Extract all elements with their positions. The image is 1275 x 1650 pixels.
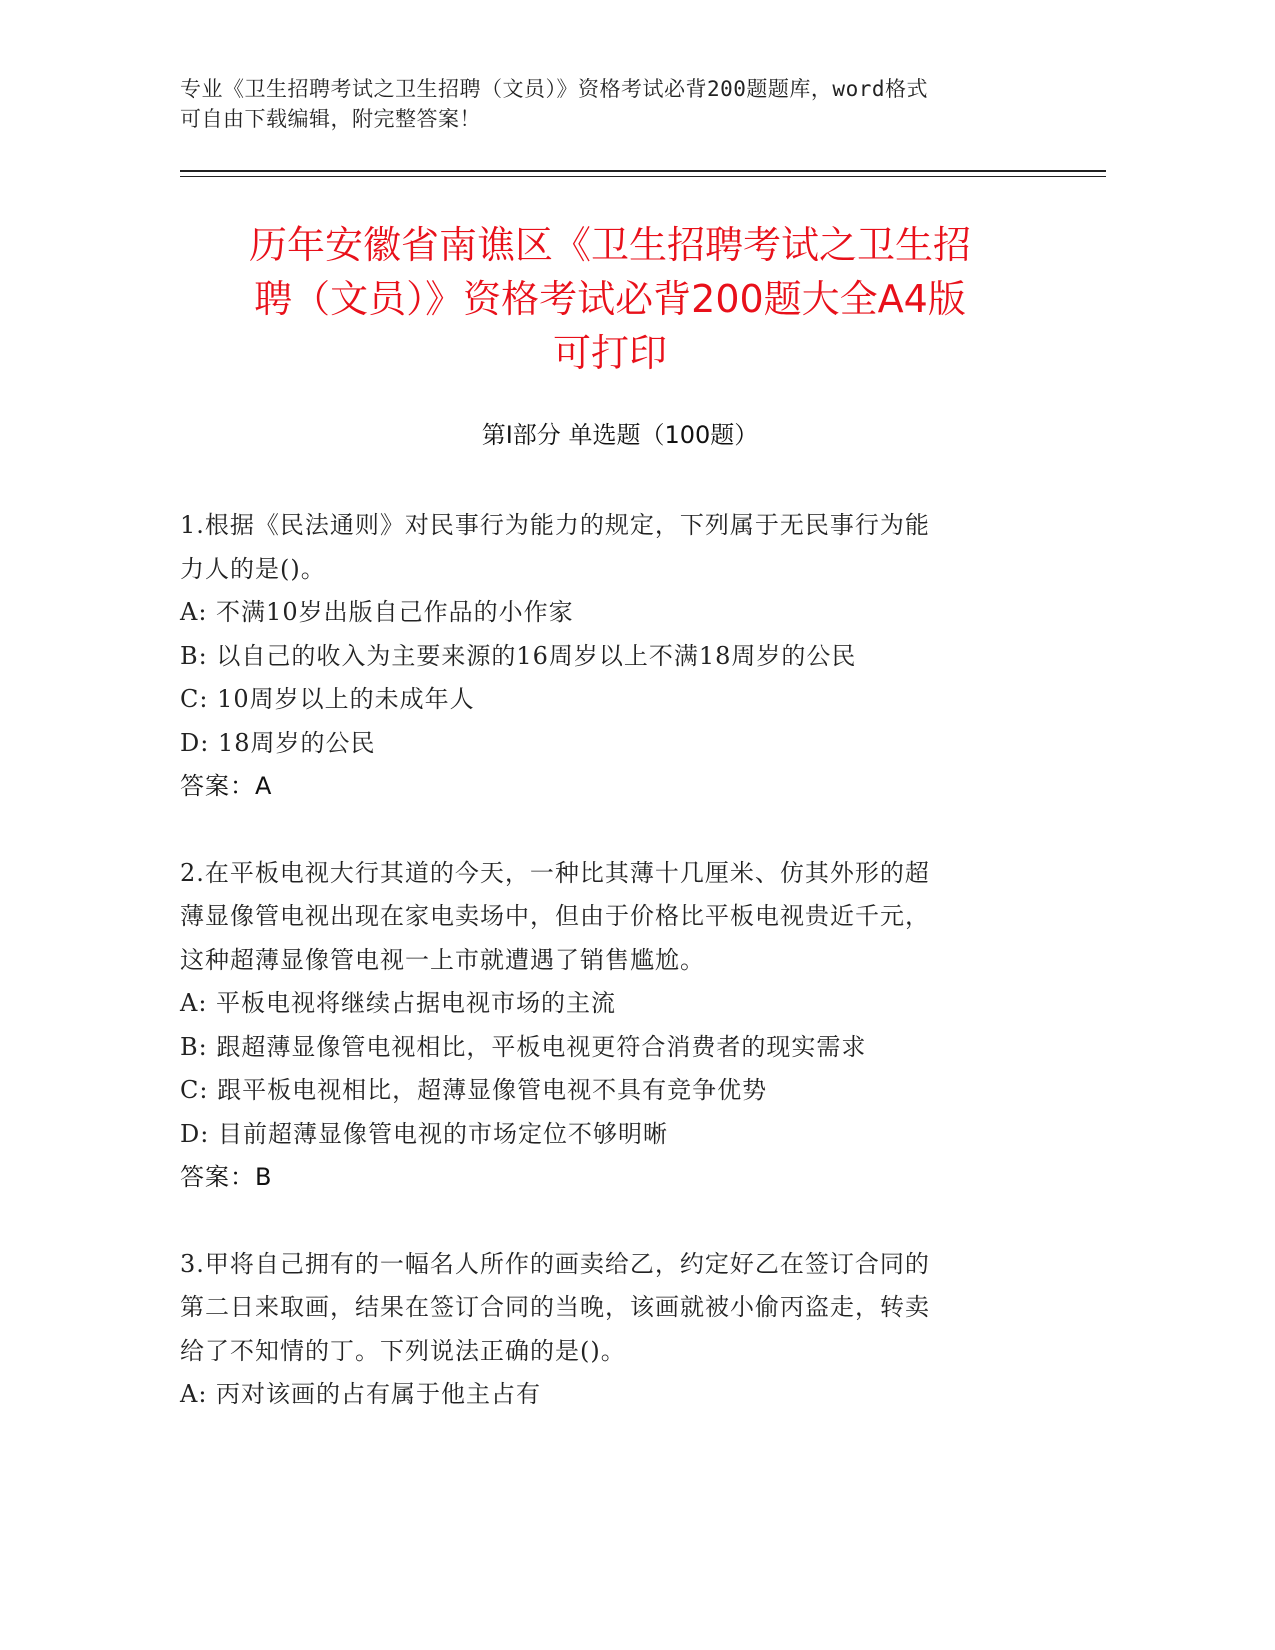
question-stem: 给了不知情的丁。下列说法正确的是()。	[180, 1336, 626, 1365]
document-title-line-1: 历年安徽省南谯区《卫生招聘考试之卫生招	[248, 223, 971, 267]
answer: 答案：B	[180, 1163, 273, 1191]
option-a: A: 平板电视将继续占据电视市场的主流	[180, 989, 617, 1017]
answer: 答案：A	[180, 772, 273, 800]
option-a: A: 丙对该画的占有属于他主占有	[180, 1380, 542, 1408]
header-divider-thin	[180, 176, 1106, 177]
document-title-line-2: 聘（文员）》资格考试必背200题大全A4版	[254, 277, 966, 321]
question-2	[180, 852, 1060, 1200]
option-c: C: 跟平板电视相比，超薄显像管电视不具有竞争优势	[180, 1076, 768, 1104]
option-b: B: 跟超薄显像管电视相比，平板电视更符合消费者的现实需求	[180, 1032, 867, 1061]
section-title: 第Ⅰ部分 单选题（100题）	[481, 421, 759, 449]
question-stem: 第二日来取画，结果在签订合同的当晚，该画就被小偷丙盗走，转卖	[180, 1293, 930, 1321]
header-note	[180, 74, 1060, 134]
option-b: B: 以自己的收入为主要来源的16周岁以上不满18周岁的公民	[180, 641, 857, 670]
question-stem: 力人的是()。	[180, 554, 326, 583]
question-stem: 2.在平板电视大行其道的今天，一种比其薄十几厘米、仿其外形的超	[180, 858, 930, 887]
question-3	[180, 1243, 1060, 1417]
header-divider-thick	[180, 170, 1106, 172]
question-stem: 这种超薄显像管电视一上市就遭遇了销售尴尬。	[180, 945, 705, 974]
question-stem: 1.根据《民法通则》对民事行为能力的规定，下列属于无民事行为能	[180, 511, 930, 539]
option-a: A: 不满10岁出版自己作品的小作家	[180, 598, 574, 626]
question-1	[180, 504, 1060, 809]
document-title	[160, 218, 1060, 380]
header-note-line-1: 专业《卫生招聘考试之卫生招聘（文员）》资格考试必背200题题库，word格式	[180, 77, 928, 101]
document-title-line-3: 可打印	[552, 331, 667, 375]
header-note-line-2: 可自由下载编辑，附完整答案！	[180, 107, 481, 131]
question-stem: 3.甲将自己拥有的一幅名人所作的画卖给乙，约定好乙在签订合同的	[180, 1249, 930, 1278]
question-list	[180, 504, 1060, 1460]
option-d: D: 18周岁的公民	[180, 728, 376, 757]
option-d: D: 目前超薄显像管电视的市场定位不够明晰	[180, 1119, 668, 1148]
option-c: C: 10周岁以上的未成年人	[180, 685, 475, 713]
question-stem: 薄显像管电视出现在家电卖场中，但由于价格比平板电视贵近千元，	[180, 902, 930, 930]
